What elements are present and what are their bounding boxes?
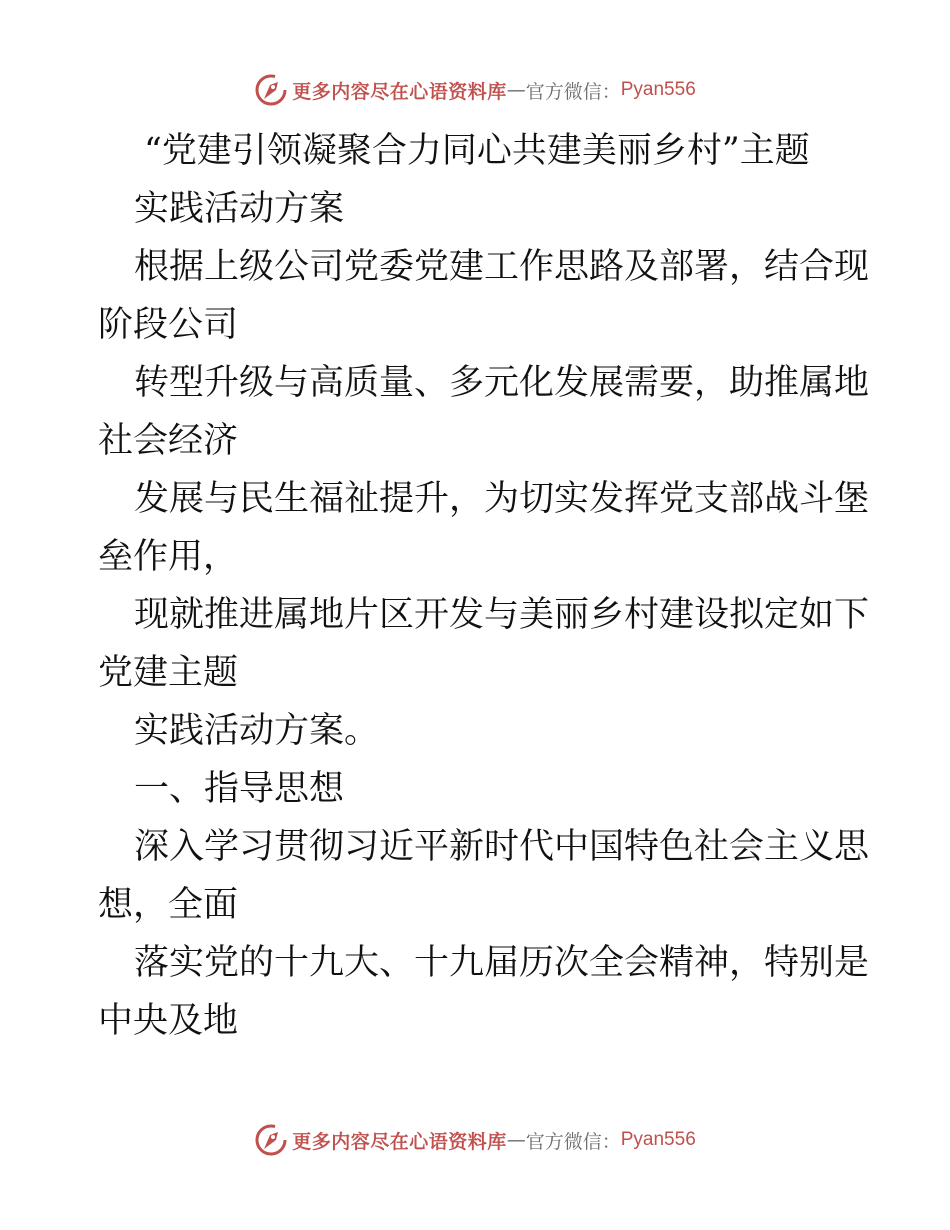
paragraph-line: 垒作用， — [98, 537, 239, 577]
paragraph-line: 落实党的十九大、十九届历次全会精神，特别是 — [134, 943, 870, 983]
footer-watermark — [0, 1120, 950, 1160]
banner-dash: — — [506, 79, 526, 101]
paragraph-line: 社会经济 — [98, 421, 239, 461]
paragraph-line: 阶段公司 — [98, 305, 239, 345]
wechat-id: Pyan556 — [620, 79, 696, 100]
paragraph-line: 深入学习贯彻习近平新时代中国特色社会主义思 — [134, 827, 870, 867]
pen-nib-logo-icon — [254, 1123, 288, 1157]
paragraph-line: 中央及地 — [98, 1001, 239, 1041]
paragraph-line: 根据上级公司党委党建工作思路及部署，结合现 — [134, 247, 870, 287]
brand-text: 更多内容尽在心语资料库 — [292, 80, 507, 103]
title-line-1: “党建引领凝聚合力同心共建美丽乡村”主题 — [144, 131, 810, 171]
paragraph-line: 现就推进属地片区开发与美丽乡村建设拟定如下 — [134, 595, 870, 635]
pen-nib-logo-icon — [254, 73, 288, 107]
paragraph-line: 党建主题 — [98, 653, 239, 693]
section-heading: 一、指导思想 — [134, 769, 345, 809]
paragraph-line: 想，全面 — [98, 885, 239, 925]
title-line-2: 实践活动方案 — [134, 189, 345, 229]
wechat-id: Pyan556 — [620, 1129, 696, 1150]
official-wechat-label: 官方微信： — [525, 1130, 621, 1153]
brand-text: 更多内容尽在心语资料库 — [292, 1130, 507, 1153]
paragraph-line: 转型升级与高质量、多元化发展需要，助推属地 — [134, 363, 870, 403]
official-wechat-label: 官方微信： — [525, 80, 621, 103]
paragraph-line: 发展与民生福祉提升，为切实发挥党支部战斗堡 — [134, 479, 870, 519]
banner-dash: — — [506, 1129, 526, 1151]
paragraph-line: 实践活动方案。 — [134, 711, 380, 751]
header-watermark — [0, 70, 950, 110]
